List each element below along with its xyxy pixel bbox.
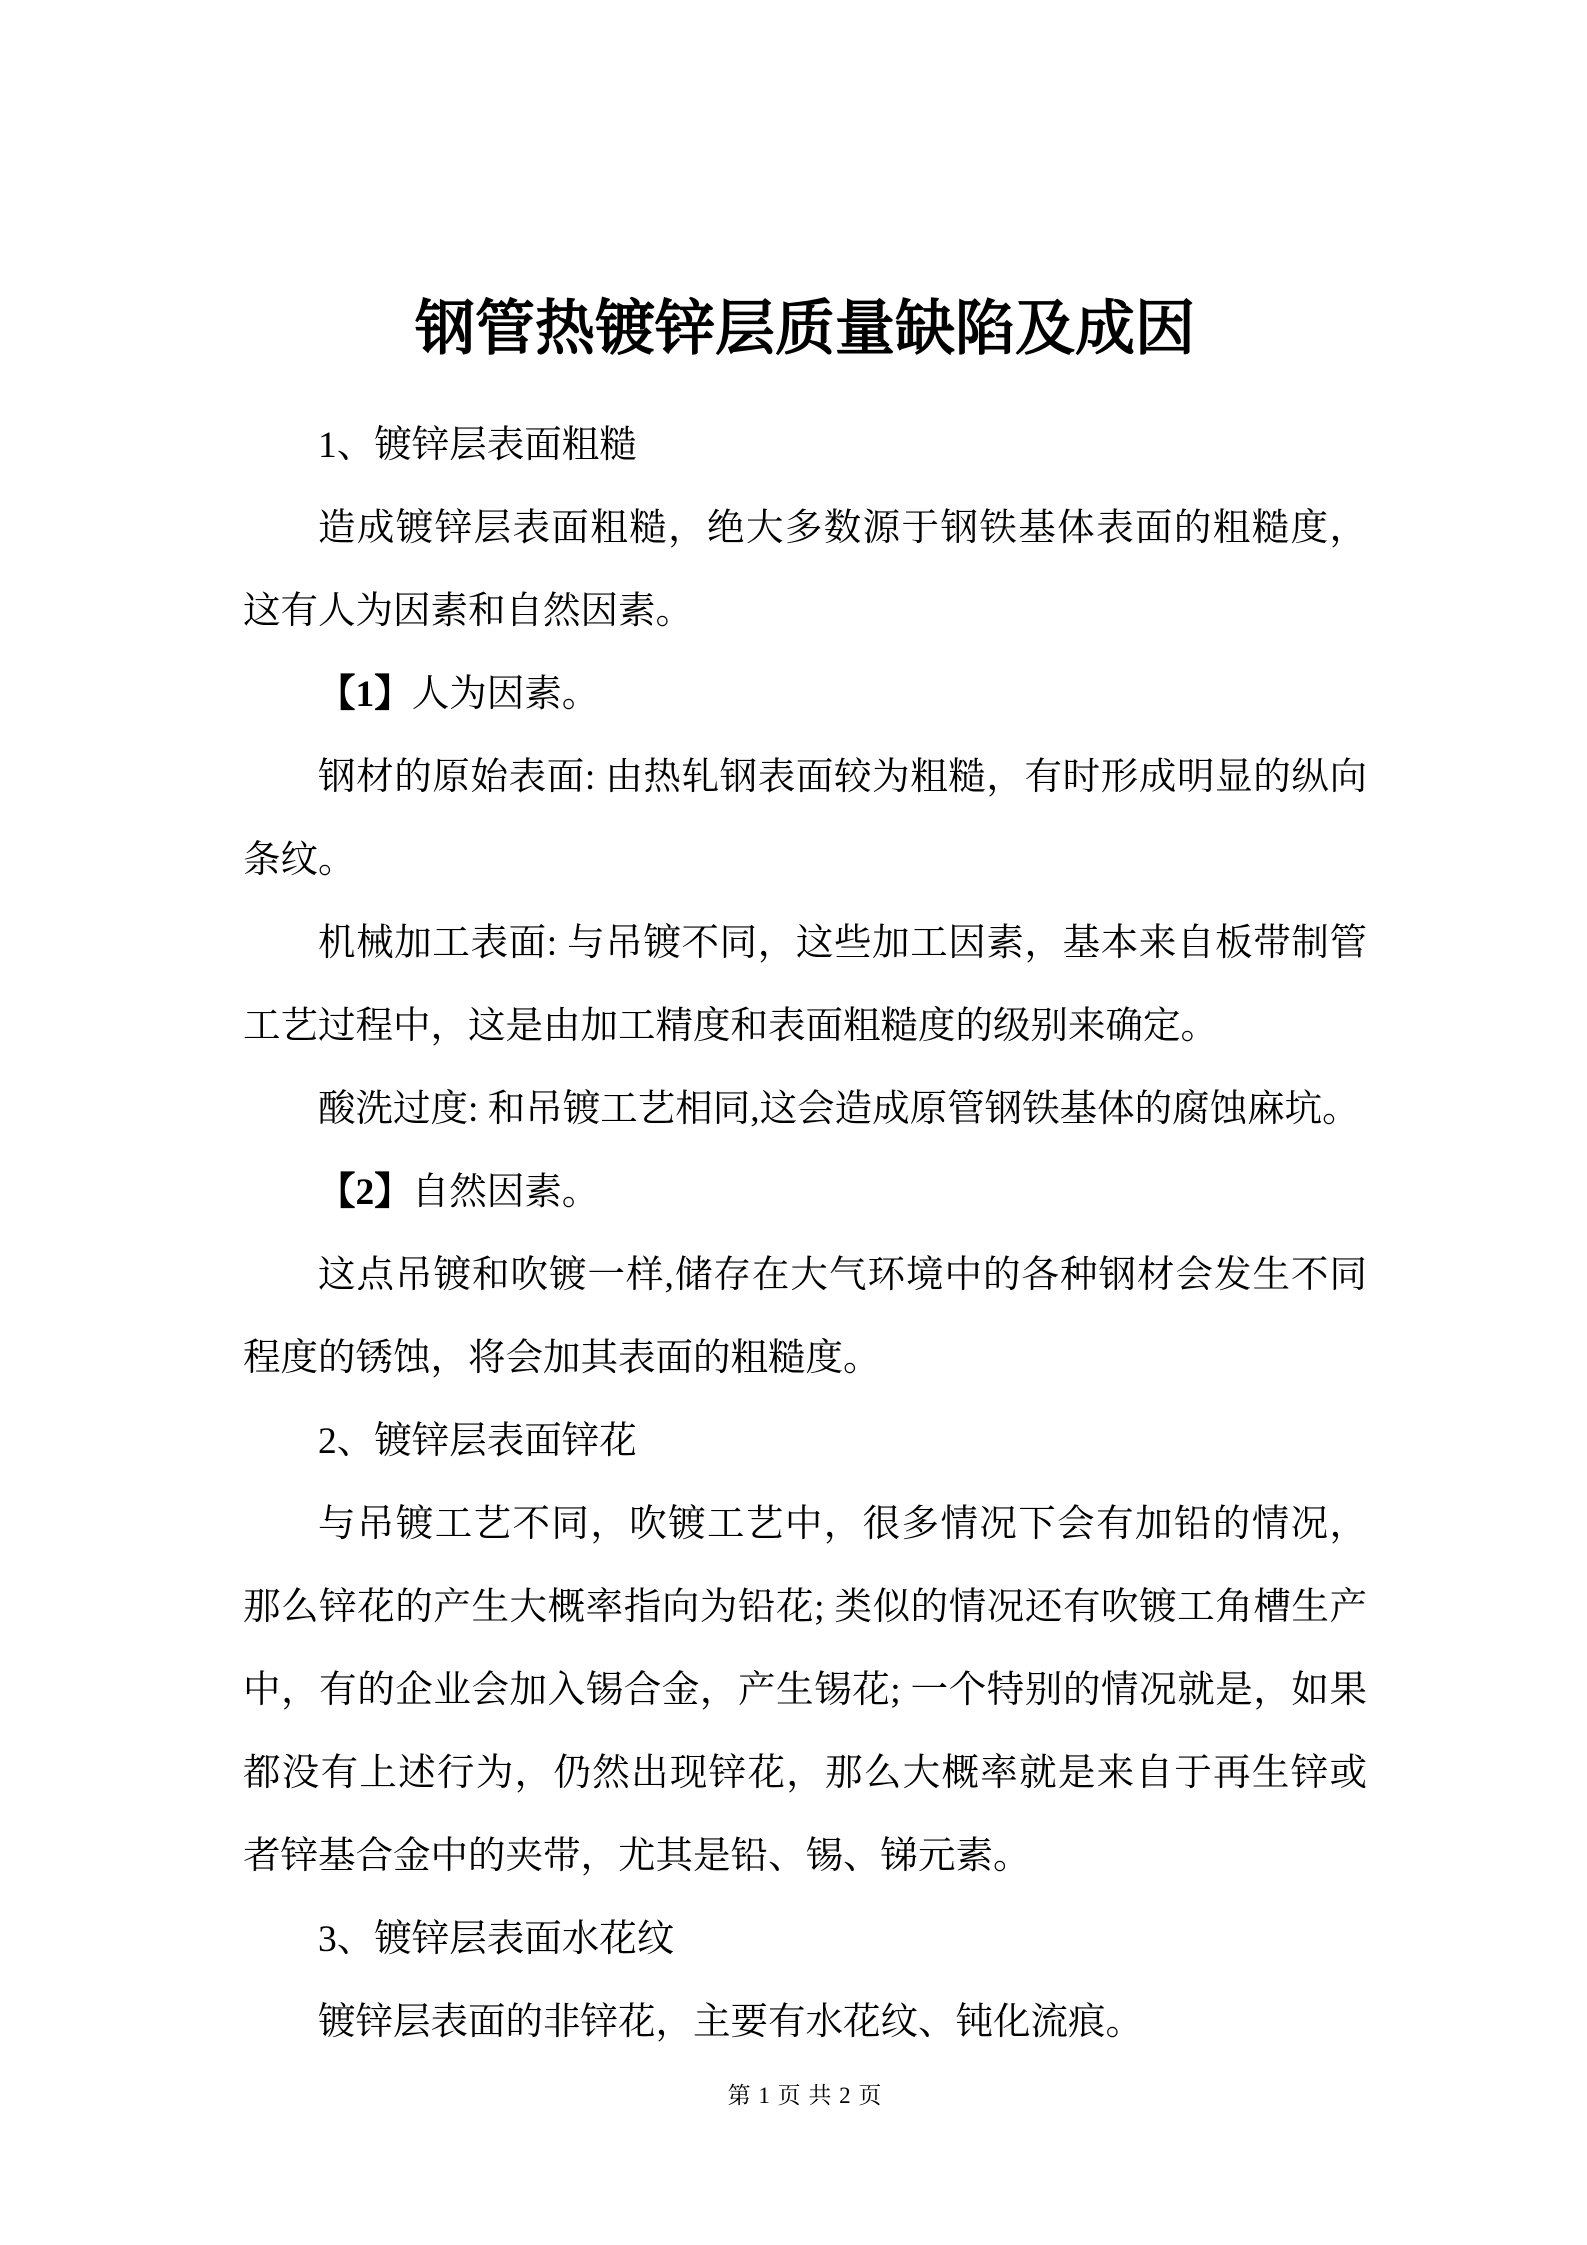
paragraph-text: 1、镀锌层表面粗糙 [318, 425, 637, 466]
paragraph [243, 1981, 1367, 2064]
section-heading [243, 1898, 1367, 1981]
paragraph [243, 1151, 1367, 1234]
paragraph [243, 1483, 1367, 1898]
paragraph [243, 736, 1367, 902]
paragraph-lead: 【1】 [318, 674, 412, 715]
page-number-text: 第 1 页 共 2 页 [727, 2083, 883, 2108]
paragraph [243, 902, 1367, 1068]
paragraph-text: 酸洗过度: 和吊镀工艺相同,这会造成原管钢铁基体的腐蚀麻坑。 [318, 1089, 1360, 1130]
paragraph-text: 3、镀锌层表面水花纹 [318, 1919, 675, 1960]
section-heading [243, 1400, 1367, 1483]
paragraph [243, 653, 1367, 736]
paragraph-text: 造成镀锌层表面粗糙，绝大多数源于钢铁基体表面的粗糙度，这有人为因素和自然因素。 [243, 508, 1367, 632]
paragraph-text: 2、镀锌层表面锌花 [318, 1421, 637, 1462]
paragraph-lead: 【2】 [318, 1172, 412, 1213]
paragraph [243, 1068, 1367, 1151]
paragraph-text: 钢材的原始表面: 由热轧钢表面较为粗糙，有时形成明显的纵向条纹。 [243, 757, 1367, 881]
paragraph-text: 与吊镀工艺不同，吹镀工艺中，很多情况下会有加铅的情况，那么锌花的产生大概率指向为铅花; 类似的情况还有吹镀工角槽生产中，有的企业会加入锡合金，产生锡花; 一个特别的情况就是，如果都没有上述行为，仍然出现锌花，那么大概率就是来自于再生锌或者锌基合金中的夹带，尤其是铅、锡、锑元素。 [243, 1504, 1367, 1877]
paragraph-text: 自然因素。 [411, 1172, 600, 1213]
paragraph [243, 487, 1367, 653]
paragraph-text: 这点吊镀和吹镀一样,储存在大气环境中的各种钢材会发生不同程度的锈蚀，将会加其表面的粗糙度。 [243, 1255, 1367, 1379]
page-footer [243, 2080, 1367, 2112]
document-title: 钢管热镀锌层质量缺陷及成因 [415, 296, 1195, 363]
paragraph-text: 机械加工表面: 与吊镀不同，这些加工因素，基本来自板带制管工艺过程中，这是由加工精度和表面粗糙度的级别来确定。 [243, 923, 1367, 1047]
paragraph-text: 镀锌层表面的非锌花，主要有水花纹、钝化流痕。 [318, 2002, 1143, 2043]
document-body [243, 404, 1367, 2064]
paragraph [243, 1234, 1367, 1400]
paragraph-text: 人为因素。 [411, 674, 600, 715]
section-heading [243, 404, 1367, 487]
